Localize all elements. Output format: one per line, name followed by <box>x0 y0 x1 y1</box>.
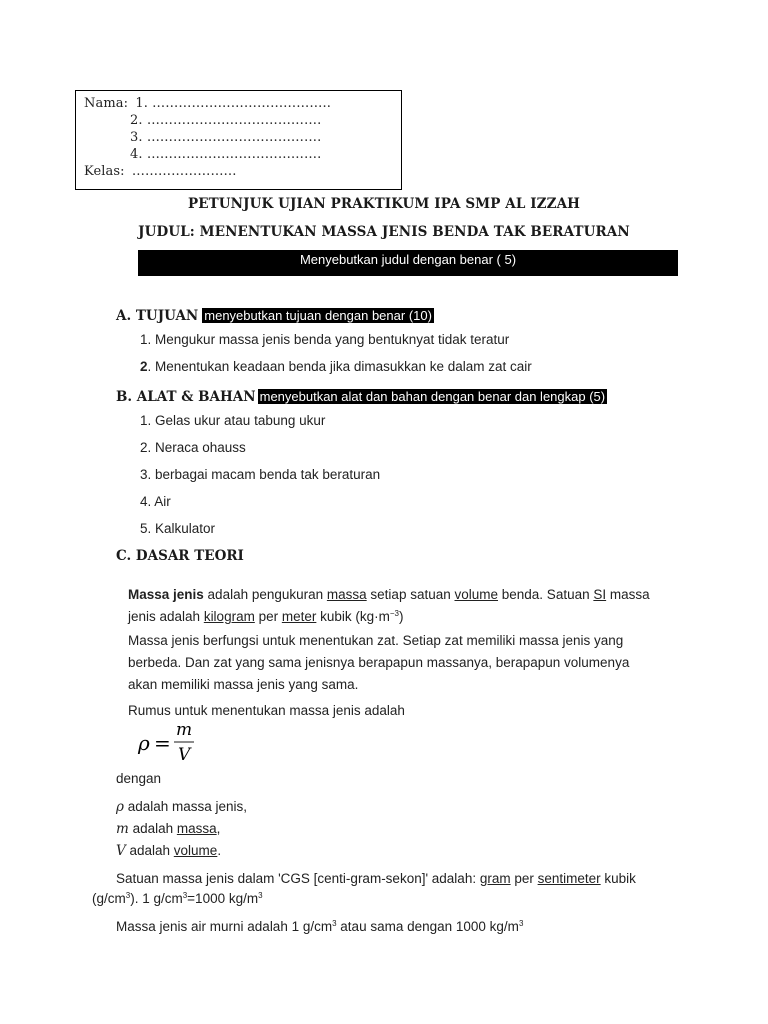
section-b-score: menyebutkan alat dan bahan dengan benar dan lengkap (5) <box>259 389 606 404</box>
list-item: 2. Menentukan keadaan benda jika dimasukkan ke dalam zat cair <box>140 359 532 374</box>
definition-rho: ρ adalah massa jenis, <box>116 799 248 815</box>
section-b-heading: B. ALAT & BAHAN <box>116 389 256 405</box>
section-a-score: menyebutkan tujuan dengan benar (10) <box>204 308 432 323</box>
list-item: 4. Air <box>140 494 171 509</box>
nama-row <box>84 95 331 112</box>
section-b-header <box>116 386 607 405</box>
formula-numerator: m <box>176 720 193 740</box>
nama-label: Nama: <box>84 96 129 111</box>
formula-equals: = <box>154 731 171 755</box>
paragraph-formula-intro: Rumus untuk menentukan massa jenis adalah <box>128 703 405 718</box>
kelas-row <box>84 163 237 180</box>
section-a-header <box>116 305 434 324</box>
paragraph-function: Massa jenis berfungsi untuk menentukan zat. Setiap zat memiliki massa jenis yang berbeda. Dan zat yang sama jenisnya berapapun massanya, berapapun volumenya akan memiliki massa jenis yang sama. <box>128 633 630 692</box>
paragraph-water-density: Massa jenis air murni adalah 1 $g/cm^3$ atau sama dengan 1000 $kg/m^3$ <box>116 919 524 934</box>
kelas-label: Kelas: <box>84 164 125 179</box>
paragraph-cgs-line1: Satuan massa jenis dalam 'CGS [centi-gram-sekon]' adalah: gram per sentimeter kubik <box>116 871 636 886</box>
judul-title: JUDUL: MENENTUKAN MASSA JENIS BENDA TAK BERATURAN <box>138 224 630 240</box>
kelas-line: …………………… <box>131 164 237 179</box>
list-item: 1. Mengukur massa jenis benda yang bentuknyat tidak teratur <box>140 332 510 347</box>
paragraph-definition: Massa jenis adalah pengukuran massa setiap satuan volume benda. Satuan SI massa jenis adalah kilogram per meter kubik $(kg\cdot m^{-3})$ <box>128 587 650 624</box>
page-title: PETUNJUK UJIAN PRAKTIKUM IPA SMP AL IZZAH <box>187 196 580 212</box>
nama-line-3: 3. …………………………………. <box>130 130 322 145</box>
list-item: 5. Kalkulator <box>140 521 216 536</box>
definition-v: V adalah volume. <box>116 843 222 859</box>
section-a-heading: A. TUJUAN <box>116 308 199 324</box>
section-c-heading: C. DASAR TEORI <box>116 548 244 564</box>
list-item: 1. Gelas ukur atau tabung ukur <box>140 413 326 428</box>
formula-rho: ρ <box>138 731 150 755</box>
nama-line-4: 4. …………………………………. <box>130 147 322 162</box>
dengan-label: dengan <box>116 771 162 786</box>
formula-denominator: V <box>178 745 191 765</box>
judul-score-bar: Menyebutkan judul dengan benar ( 5) <box>138 250 678 276</box>
definition-m: m adalah massa, <box>116 821 221 837</box>
density-formula <box>136 718 216 766</box>
nama-line-2: 2. …………………………………. <box>130 113 322 128</box>
nama-line-1: 1. ………………………………….. <box>135 96 331 111</box>
list-item: 2. Neraca ohauss <box>140 440 246 455</box>
list-item: 3. berbagai macam benda tak beraturan <box>140 467 381 482</box>
paragraph-cgs-line2: $(g/cm^3)$. 1 $g/cm^3=1000$ $kg/m^3$ <box>92 891 263 906</box>
